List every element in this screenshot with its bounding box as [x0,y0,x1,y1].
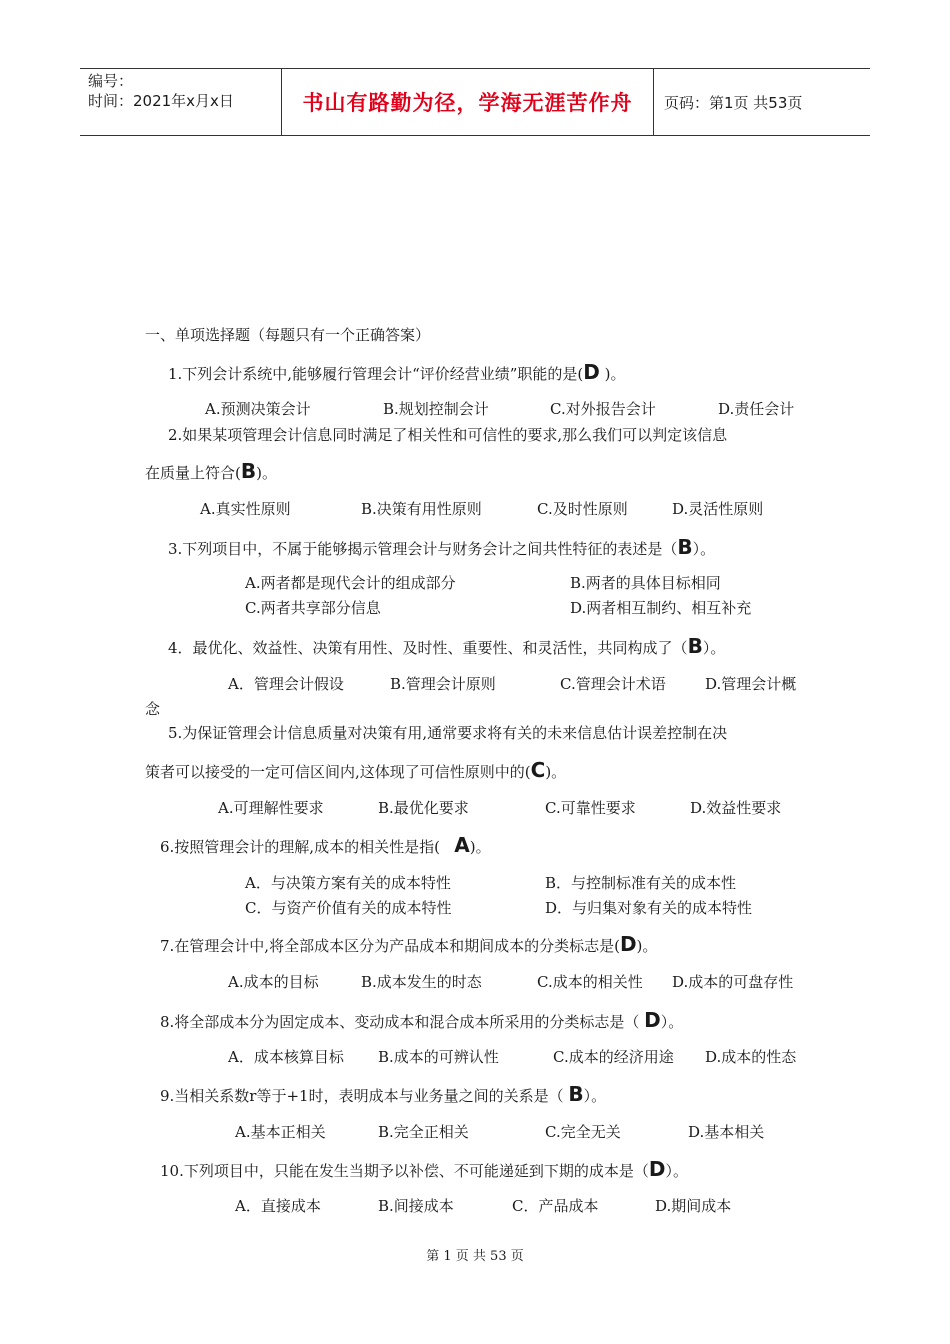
option-d: D.成本的可盘存性 [672,973,794,991]
option-a: A.成本的目标 [228,973,319,991]
question-6 [160,835,491,857]
option-a: A.基本正相关 [235,1123,326,1141]
question-close: )。 [256,464,277,482]
question-stem: 在质量上符合( [145,464,241,482]
question-3 [168,537,715,559]
option-a: A.可理解性要求 [218,799,324,817]
answer-letter: B [677,535,693,559]
question-close: ）。 [692,540,716,558]
question-1 [168,362,626,384]
option-c: C．与资产价值有关的成本特性 [245,899,452,917]
page-footer: 第 1 页 共 53 页 [426,1249,524,1264]
question-stem: 10.下列项目中，只能在发生当期予以补偿、不可能递延到下期的成本是（ [160,1162,649,1180]
question-close: )。 [636,937,658,955]
option-b: B.规划控制会计 [383,400,489,418]
question-close: ）。 [702,639,726,657]
question-5-line2 [145,760,566,782]
option-a: A.两者都是现代会计的组成部分 [245,574,456,592]
question-close: ）。 [660,1013,684,1031]
answer-letter: B [687,634,703,658]
question-close: )。 [599,365,626,383]
answer-letter: D [583,360,600,384]
question-stem: 3.下列项目中，不属于能够揭示管理会计与财务会计之间共性特征的表述是（ [168,540,678,558]
option-c: C．产品成本 [512,1197,599,1215]
option-d-continued: 念 [145,700,161,718]
answer-letter: D [619,932,637,956]
option-b: B．与控制标准有关的成本性 [545,874,737,892]
answer-letter: B [568,1082,584,1106]
option-b: B.成本的可辨认性 [378,1048,499,1066]
question-8 [160,1010,683,1032]
question-7 [160,934,657,956]
option-c: C.完全无关 [545,1123,621,1141]
question-stem: 6.按照管理会计的理解,成本的相关性是指( [160,838,440,856]
header-page-info: 页码：第1页 共53页 [664,93,803,112]
question-stem: 8.将全部成本分为固定成本、变动成本和混合成本所采用的分类标志是（ [160,1013,640,1031]
option-c: C.两者共享部分信息 [245,599,381,617]
header-motto: 书山有路勤为径，学海无涯苦作舟 [282,69,654,135]
option-c: C.管理会计术语 [560,675,666,693]
option-d: D.期间成本 [655,1197,732,1215]
option-a: A.真实性原则 [200,500,291,518]
option-a: A．直接成本 [235,1197,321,1215]
option-d: D.效益性要求 [690,799,782,817]
answer-letter: B [240,459,257,483]
option-c: C.可靠性要求 [545,799,636,817]
option-a: A．与决策方案有关的成本特性 [245,874,451,892]
option-b: B.完全正相关 [378,1123,469,1141]
answer-letter: C [530,758,546,782]
page-header [80,68,870,136]
question-close: )。 [469,838,491,856]
question-5-line1: 5.为保证管理会计信息质量对决策有用,通常要求将有关的未来信息估计误差控制在决 [168,724,728,742]
option-d: D.基本相关 [688,1123,765,1141]
option-a: A．成本核算目标 [228,1048,344,1066]
option-d: D.灵活性原则 [672,500,764,518]
option-b: B.决策有用性原则 [361,500,482,518]
option-d: D.成本的性态 [705,1048,797,1066]
question-stem: 策者可以接受的一定可信区间内,这体现了可信性原则中的( [145,763,531,781]
option-b: B.成本发生的时态 [361,973,482,991]
option-b: B.间接成本 [378,1197,454,1215]
doc-time-label: 时间：2021年x月x日 [88,92,234,110]
option-d: D.两者相互制约、相互补充 [570,599,752,617]
question-stem: 4．最优化、效益性、决策有用性、及时性、重要性、和灵活性，共同构成了（ [168,639,688,657]
option-b: B.最优化要求 [378,799,469,817]
header-left-cell [80,69,282,135]
question-stem: 7.在管理会计中,将全部成本区分为产品成本和期间成本的分类标志是( [160,937,620,955]
question-2-line1: 2.如果某项管理会计信息同时满足了相关性和可信性的要求,那么我们可以判定该信息 [168,426,728,444]
option-d: D．与归集对象有关的成本特性 [545,899,753,917]
option-a: A.预测决策会计 [205,400,311,418]
question-stem: 1.下列会计系统中,能够履行管理会计“评价经营业绩”职能的是( [168,365,584,383]
question-close: )。 [545,763,567,781]
question-close: ）。 [665,1162,688,1180]
option-c: C.及时性原则 [537,500,628,518]
option-d: D.责任会计 [718,400,795,418]
option-c: C.成本的相关性 [537,973,643,991]
section-title: 一、单项选择题（每题只有一个正确答案） [145,326,431,344]
option-b: B.管理会计原则 [390,675,496,693]
option-b: B.两者的具体目标相同 [570,574,721,592]
option-d: D.管理会计概 [705,675,797,693]
question-stem: 9.当相关系数r等于+1时，表明成本与业务量之间的关系是（ [160,1087,564,1105]
option-a: A．管理会计假设 [228,675,344,693]
question-4 [168,636,725,658]
answer-letter: D [648,1157,666,1181]
question-close: ）。 [583,1087,607,1105]
answer-letter: A [454,833,470,857]
question-2-line2 [145,461,277,483]
doc-code-label: 编号： [88,72,134,90]
option-c: C.对外报告会计 [550,400,656,418]
answer-letter: D [644,1008,661,1032]
option-c: C.成本的经济用途 [553,1048,674,1066]
question-9 [160,1084,606,1106]
question-10 [160,1159,688,1181]
